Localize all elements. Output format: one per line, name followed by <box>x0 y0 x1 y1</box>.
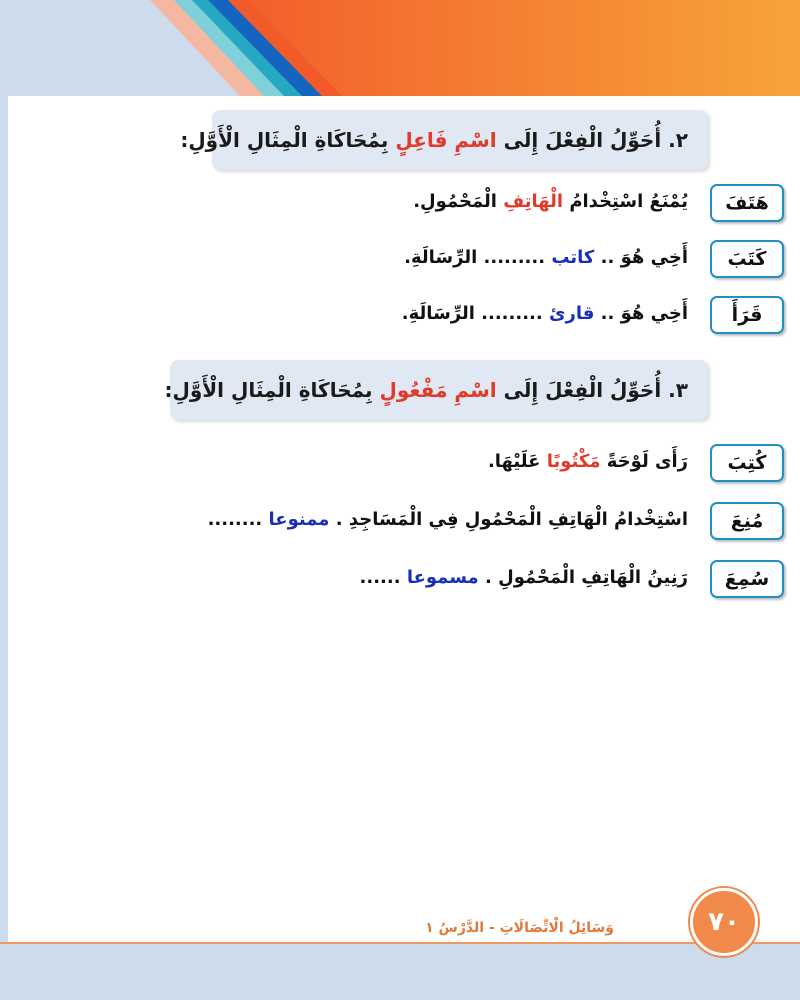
section-2-title-post: بِمُحَاكَاةِ الْمِثَالِ الْأَوَّلِ: <box>180 128 389 152</box>
answer: ممنوعا <box>268 509 330 530</box>
sentence-pre: أَخِي هُوَ .. <box>600 303 688 324</box>
left-edge-strip <box>0 96 8 1000</box>
section-3-title-highlight: اسْمِ مَفْعُولٍ <box>379 378 497 402</box>
sentence-post: ........ <box>207 509 263 530</box>
verb-box: قَرَأَ <box>710 296 784 334</box>
section-3-title-pre: أُحَوِّلُ الْفِعْلَ إِلَى <box>503 378 662 402</box>
sentence <box>413 184 688 220</box>
answer: مَكْتُوبًا <box>546 451 601 472</box>
section-3-number: ٣. <box>668 378 688 402</box>
section-2-title-highlight: اسْمِ فَاعِلٍ <box>395 128 497 152</box>
sentence <box>208 502 688 538</box>
sentence <box>360 560 688 596</box>
footer-band <box>0 944 800 1000</box>
sentence-pre: يُمْنَعُ اسْتِخْدامُ <box>569 191 688 212</box>
section-2-number: ٢. <box>668 128 688 152</box>
top-banner <box>0 0 800 96</box>
sentence <box>488 444 688 480</box>
sentence-pre: رَأَى لَوْحَةً <box>606 451 688 472</box>
answer: الْهَاتِفِ <box>503 191 564 212</box>
sentence-post: ......... الرِّسَالَةِ. <box>401 303 543 324</box>
verb-box: هَتَفَ <box>710 184 784 222</box>
section-3-header <box>164 360 708 420</box>
sentence <box>402 296 688 332</box>
sentence-pre: أَخِي هُوَ .. <box>600 247 688 268</box>
sentence-post: الْمَحْمُولِ. <box>413 191 497 212</box>
section-3-title-post: بِمُحَاكَاةِ الْمِثَالِ الْأَوَّلِ: <box>164 378 373 402</box>
section-2-title-pre: أُحَوِّلُ الْفِعْلَ إِلَى <box>503 128 662 152</box>
sentence-pre: رَنِينُ الْهَاتِفِ الْمَحْمُولِ . <box>484 567 688 588</box>
answer: قارئ <box>548 303 595 324</box>
section-3-title <box>164 360 688 420</box>
verb-box: كَتَبَ <box>710 240 784 278</box>
page-number-badge: ٧٠ <box>690 888 758 956</box>
lesson-title: وَسَائِلُ الْاتِّصَالَاتِ - الدَّرْسُ ١ <box>425 920 614 936</box>
verb-box: سُمِعَ <box>710 560 784 598</box>
answer: مسموعا <box>406 567 479 588</box>
verb-box: مُنِعَ <box>710 502 784 540</box>
sentence-post: عَلَيْهَا. <box>487 451 541 472</box>
section-2-title <box>180 110 688 170</box>
answer: كاتب <box>551 247 595 268</box>
sentence <box>404 240 688 276</box>
verb-box: كُتِبَ <box>710 444 784 482</box>
sentence-pre: اسْتِخْدامُ الْهَاتِفِ الْمَحْمُولِ فِي الْمَسَاجِدِ . <box>335 509 688 530</box>
sentence-post: ......... الرِّسَالَةِ. <box>404 247 546 268</box>
section-2-header <box>180 110 708 170</box>
sentence-post: ...... <box>359 567 401 588</box>
